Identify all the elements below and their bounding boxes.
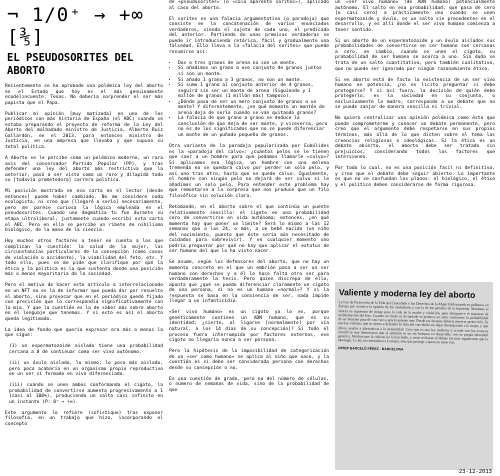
newspaper-clipping (335, 282, 493, 470)
sorites-list (169, 61, 329, 139)
paragraph: Publicar mi opinión [muy matizada] en uno de los periódicos con más historia de España (el ABC) cuando se estaba preparando el proyecto de reforma de la Ley del Aborto del malhadado ministro de Justicia, Alberto Ruiz Gallardón, en el 2013, para entonces ministro de Justicia, en una empresa que llevaba y que supuso su total política. (5, 111, 163, 150)
paragraph: Por todo lo cual, no es una posición fácil ni definitiva, y creo que el debate debe seguir abierto. Lo importante es que no se confundan los planos: el biológico, el ético y el político deben considerarse de forma rigurosa. (335, 166, 495, 188)
list-item: • Si sumo 1 grano al conjunto anterior de 4 granos, seguirá sin ser un monte de arena (Siguiendo y 1 millón de granos (1 millón más) tampoco). (178, 83, 329, 100)
paragraph: Se asume, según los defensores del aborto, que no hay un momento concreto en el que un embrión pasa a ser un ser humano con derechos y a él le hace falta otro ser para verdaderamente la tesis. Pero quien discrepa de ello, apunta que ¿qué se puede diferenciar claramente un cigoto de una persona, si no es un humano «normal»? Y si la respuesta se basa en la conciencia de ser, nada impide llegar a un infanticidio. (169, 260, 329, 305)
paragraph: Pero el motivo de hacer este artículo a interrelacionado en un NFT no es la de informar que pueda dar por resuelto el aborto, sino provocar que en el periódico quedó fijado con precisión que lo correspondía significativamente con la mía. Y que la cuestión es la de saber más sobre aborto en el lenguaje que tenemos. Y si esto es así el aborto queda legitimado. (5, 283, 163, 322)
paragraph: Este argumento lo refiere (sofistique) tras exponer filosofía, en un trabajo que hizo, incorporando el concepto (5, 410, 163, 427)
paragraph: La idea de fondo que quería expresar era más o menos la que sigue: (5, 327, 163, 339)
publication-date: 23-12-2013 (458, 469, 492, 475)
paragraph: No quiero centralizar una opinión polémica como ésta que puede comprometerme y conocer un debate permanente, pero creo que el argumento debe respetarse en sus propios términos, más allá de lo que dicten sobre el tema las creencias religiosas o ideológicas. Si la ética es un debate abierto, el aborto debe ser tratado sin prejuicios, considerando todos los factores que intervienen. (335, 116, 495, 161)
paragraph: de «pseudosorites» (o «colo aparente sorites»), aplicado al caso del aborto. (169, 0, 329, 11)
list-item: (iii) cuando se unen ambos conformando el cigoto, la probabilidad de convertirse aumenta progresivamente a 1 (casi al 100%), produciendo un salto casi infinito en un instante (P: 0⁺ → +∞). (9, 383, 163, 405)
list-item: • La falacia de que grano a grano se deduce la conclusión de que deja de ser monte, y viceversa, pero no es de los significados que no se puede diferenciar un monte de un puñado pequeño de granos. (178, 116, 329, 138)
paragraph: Si en aborto está de facto la existencia de un ser vivo humano en potencia, ¿no es lícito preguntar si debe protegerse? Y si así fuera, la decisión de quién debe protegerlo, es la sociedad en su conjunto, o exclusivamente la madre, corresponde a un debate que no se puede zanjar de manera sencilla ni trivial. (335, 77, 495, 111)
paragraph: Recientemente se ha aprobado una polémica ley del aborto en el Estado que hoy es el más genuinamente ecodelincuente: Texas. No debería sorprender el ser más papista que el Papa. (5, 84, 163, 106)
paragraph: Si un aborto de un espermatozoide y un óvulo aislados sus probabilidades de convertirse en ser humano son cercanas a cero, en cambio, cuando se unen el cigoto, su probabilidad de ser humano se acerca a uno. Sin duda se trata de un salto cuantitativo, pero también cualitativo, que no puede ser ignorado por ningún razonamiento ético. (335, 38, 495, 72)
paragraph: Hoy muchos otros factores a tener en cuenta a los que complican la cuestión: la salud de la mujer, las circunstancias particulares de la concepción (como casos de violación o accidente), la viabilidad del feto, etc. Y todo ello, pues se me pide que clarifique por qué la ética y la política es la que sustenta desde una posición más o menos mayoritaria de la sociedad. (5, 239, 163, 278)
paragraph: A Aborto se le percibe como un polémico moderno, un rara avis del conservador Partido Popular (PP), y tras defender una ley del aborto más restrictiva que la anterior, pasó a ser visto como un raro y dilapidó todo su [todavía prometedora] carrera política. (5, 156, 163, 184)
list-item: • Si añadimos un grano a ese conjunto de granos juntos sí son un monte. (178, 66, 329, 77)
column-right (335, 0, 495, 280)
article-heading: EL PSEUDOSORITES DEL ABORTO (7, 52, 134, 77)
list-item: • Si añado 1 grano a 3 granos, no son un monte. (178, 78, 329, 84)
list-item: (1) un espermatozoide aislado tiene una probabilidad cercana a 0 de continuar como ser vivo autónomo. (9, 344, 163, 355)
paragraph: Pero la hipótesis de la imposibilidad de categorización de un «ser como humano» se aplica al niño que nace, y la cuestión es si debe ser considerada persona con derechos desde su concepción o no. (169, 349, 329, 371)
paragraph: «Ser vivo humano» es un cigoto ya lo es, porque genéticamente contiene un ADN humano, que es su identidad; ¿cierto, al ligarse [normalmente] por vía natural, a los 14 días de su concepción]? Si todo el proceso fuera interrumpido por factores externos, ese cigoto no llegaría nunca a ser persona. (169, 310, 329, 344)
paragraph: Retomando, en el aborto sobre el que continúa un puente relativamente sencillo: el cigoto en una probabilidad cero de convertirse en vida autónoma; entonces, ¿en qué momento hay que poner un límite? Será lo mismo a las 12 semanas que a las 24, o más, a un bebé nacido (un niño del nacimiento, puesto que éste sería aún necesitado de cuidados para sobrevivir). Y en cualquier momento uno podría preguntar por qué no hay que aplicar el estatus de ser humano del que lo ha visto nacer. (169, 205, 329, 255)
list-item: • ¿Dónde pasa de ser un mero conjunto de granos a un monte? Y diferentemente, ¿en qué momento un montón de arena deja de serlo cuando se van quitando granos? (178, 100, 329, 117)
paragraph: El sorites es una falacia argumentativa (o paradoja) que consiste en la concatenación de varios enunciados verdaderos, siendo el sujeto de cada uno, el predicado del anterior. Partiendo de unas premisas verdaderas se puede ir introduciendo retórica, fácil y gradualmente una falsedad. Ello lleva a la «falacia del sorites» que puede resumirse así: (169, 16, 329, 55)
clipping-body: La Ley de Protección de la Vida del Concebido y los Derechos de la Mujer Embarazada es polémica en Europa por cuanto a la opinión de los ciudadanos y con la de los partidos de la izquierda. Mantiene el aborto en supuestos de riesgo para la vida de la madre y violación, pero desaparece el supuesto de malformación del feto. Cuando un óvulo es fecundado se produce un salto cualitativo: la probabilidad de ser humano pasa de casi cero a prácticamente uno. Desde ese instante debería merecer protección. Es una ley valiente, que se atreve a defender la vida del concebido sin dejar desamparada a la mujer, y que ofrece ayudas y alternativas a la maternidad. Creo que es una ley moderna y acorde con los avances científicos que demuestran que el embrión es un ser humano en desarrollo, con su propia identidad genética. Muchos que la critican no la han leído, y otros rechazan el debate sin más argumentos que la ideología. La ley no criminaliza a la mujer, sino que protege a quien no tiene voz. (337, 300, 489, 345)
list-item: (ii) un óvulo aislado, lo mismo; lo poco más aislado, pero poco acabaría en un organismo propio reproductivo en un ser sí formado en vivo diferenciado. (9, 360, 163, 378)
clipping-signature: JOSEP BARCELÓ PÉREZ · BARCELONA (337, 345, 404, 351)
paragraph: Es una cuestión de grado, pero no del número de células, o número de semanas de vida, sino de la probabilidad de que (169, 376, 329, 393)
list-item: • Dos o tres granos de arena no son un monte. (178, 61, 329, 67)
paragraph: un «ser vivo humano» (de ADN humano) potencialmente autónomo. El salto en esa probabilidad, que pasa de cero [o casi cero] a prácticamente uno cuando se unen espermatozoide y óvulo, es un salto sin precedentes en el desarrollo, y es allí donde el ser vivo humano comienza a tener sentido. (335, 0, 495, 33)
paragraph: Otra variante de la paradoja popularizada por Eubúlides es la «paradoja del calvo»: ¿cuántos pelos se le tienen que caer a un hombre para que podamos llamarle «calvo»? Si aplicamos esa lógica, un hombre con una melena tremenda no se quedará calvo por perder un solo pelo, y así uno tras otro, hasta que se quede calvo. Igualmente, el hombre con ningún pelo no dejará de ser calvo si le añadimos un solo pelo. Para entender este problema hay que remontarse a la sorpresa que nos produce que un filo filosófico sin solución clara. (169, 144, 329, 199)
clipping-title: Valiente y moderna ley del aborto (338, 287, 476, 300)
column-left (5, 0, 163, 433)
page-title: ¬ 1/0⁺ → +∞ [⅗] (7, 4, 144, 48)
column-middle (169, 0, 329, 399)
paragraph: Mi posición mostrada en esa carta en el lector [desde entonces] puede haber cambiado. No me considero nada ecologista, ni creo que [llegaré a serlo] necesariamente, pero me parece curiosa la lógica empleada en el pseudosorites. Cuando uno dogmatiza tu fue durante su etapa ultraliberal, justamente cuando escribí esta carta el ABC. Pero en ella se percibe un ribete de nihilismo biológico, de la mano de la ciencia. (5, 189, 163, 234)
